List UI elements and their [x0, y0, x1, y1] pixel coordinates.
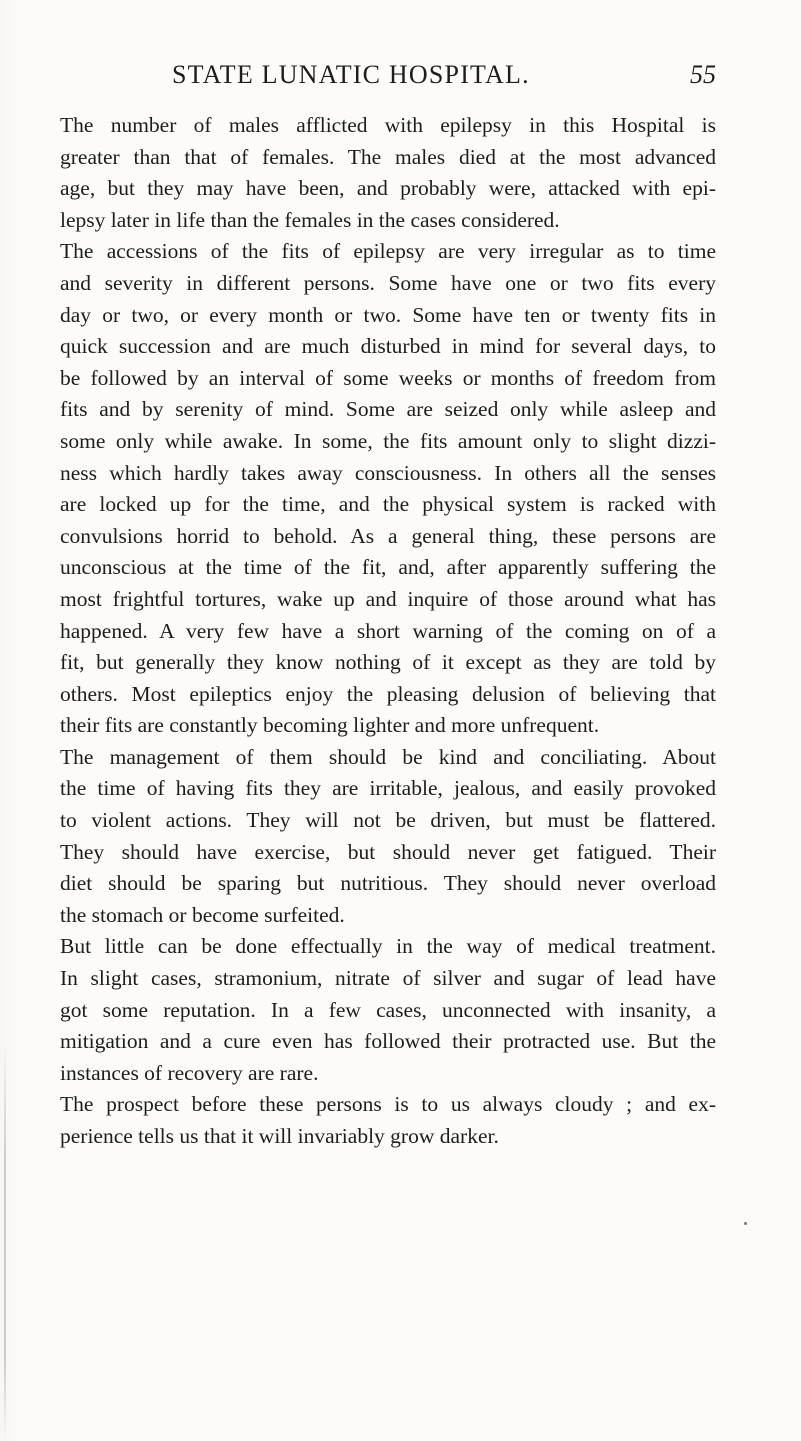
- page-number: 55: [690, 60, 716, 89]
- text-line: unconscious at the time of the fit, and, after apparently suffering the: [60, 555, 716, 580]
- text-line: convulsions horrid to behold. As a general thing, these persons are: [60, 523, 716, 548]
- text-line: The number of males afflicted with epilepsy in this Hospital is: [60, 113, 716, 137]
- text-line: others. Most epileptics enjoy the pleasing delusion of believing that: [60, 681, 716, 706]
- text-line: some only while awake. In some, the fits amount only to slight dizzi-: [60, 428, 716, 453]
- text-line: fit, but generally they know nothing of it except as they are told by: [60, 650, 716, 675]
- text-line: The management of them should be kind and conciliating. About: [60, 744, 716, 769]
- text-line: But little can be done effectually in the way of medical treatment.: [60, 934, 716, 959]
- text-line: In slight cases, stramonium, nitrate of silver and sugar of lead have: [60, 966, 716, 991]
- text-line: instances of recovery are rare.: [60, 1060, 319, 1085]
- running-head: STATE LUNATIC HOSPITAL.: [172, 60, 530, 89]
- text-line: and severity in different persons. Some have one or two fits every: [60, 270, 716, 295]
- text-line: day or two, or every month or two. Some have ten or twenty fits in: [60, 302, 716, 327]
- text-line: to violent actions. They will not be driven, but must be flattered.: [60, 808, 716, 833]
- paper-speck: [744, 1222, 747, 1225]
- text-line: the stomach or become surfeited.: [60, 902, 345, 927]
- text-line: quick succession and are much disturbed in mind for several days, to: [60, 334, 716, 359]
- page-edge-shadow: [4, 1040, 6, 1440]
- body-text: [60, 110, 716, 1153]
- text-line: most frightful tortures, wake up and inquire of those around what has: [60, 586, 716, 611]
- text-line: fits and by serenity of mind. Some are seized only while asleep and: [60, 397, 716, 422]
- text-line: their fits are constantly becoming lighter and more unfrequent.: [60, 713, 600, 738]
- text-line: be followed by an interval of some weeks or months of freedom from: [60, 365, 716, 390]
- text-line: mitigation and a cure even has followed their protracted use. But the: [60, 1029, 716, 1054]
- text-line: They should have exercise, but should never get fatigued. Their: [60, 839, 716, 864]
- text-line: lepsy later in life than the females in the cases considered.: [60, 207, 560, 232]
- text-line: greater than that of females. The males died at the most advanced: [60, 144, 716, 169]
- text-line: perience tells us that it will invariably grow darker.: [60, 1124, 499, 1148]
- page-header: [172, 58, 716, 92]
- text-line: The prospect before these persons is to us always cloudy ; and ex-: [60, 1092, 716, 1117]
- text-line: happened. A very few have a short warning of the coming on of a: [60, 618, 716, 643]
- text-line: The accessions of the fits of epilepsy are very irregular as to time: [60, 239, 716, 264]
- text-line: diet should be sparing but nutritious. They should never overload: [60, 871, 716, 896]
- text-line: are locked up for the time, and the physical system is racked with: [60, 492, 716, 517]
- text-line: age, but they may have been, and probably were, attacked with epi-: [60, 176, 716, 201]
- text-line: got some reputation. In a few cases, unconnected with insanity, a: [60, 997, 716, 1022]
- text-line: the time of having fits they are irritable, jealous, and easily provoked: [60, 776, 716, 801]
- text-line: ness which hardly takes away consciousness. In others all the senses: [60, 460, 716, 485]
